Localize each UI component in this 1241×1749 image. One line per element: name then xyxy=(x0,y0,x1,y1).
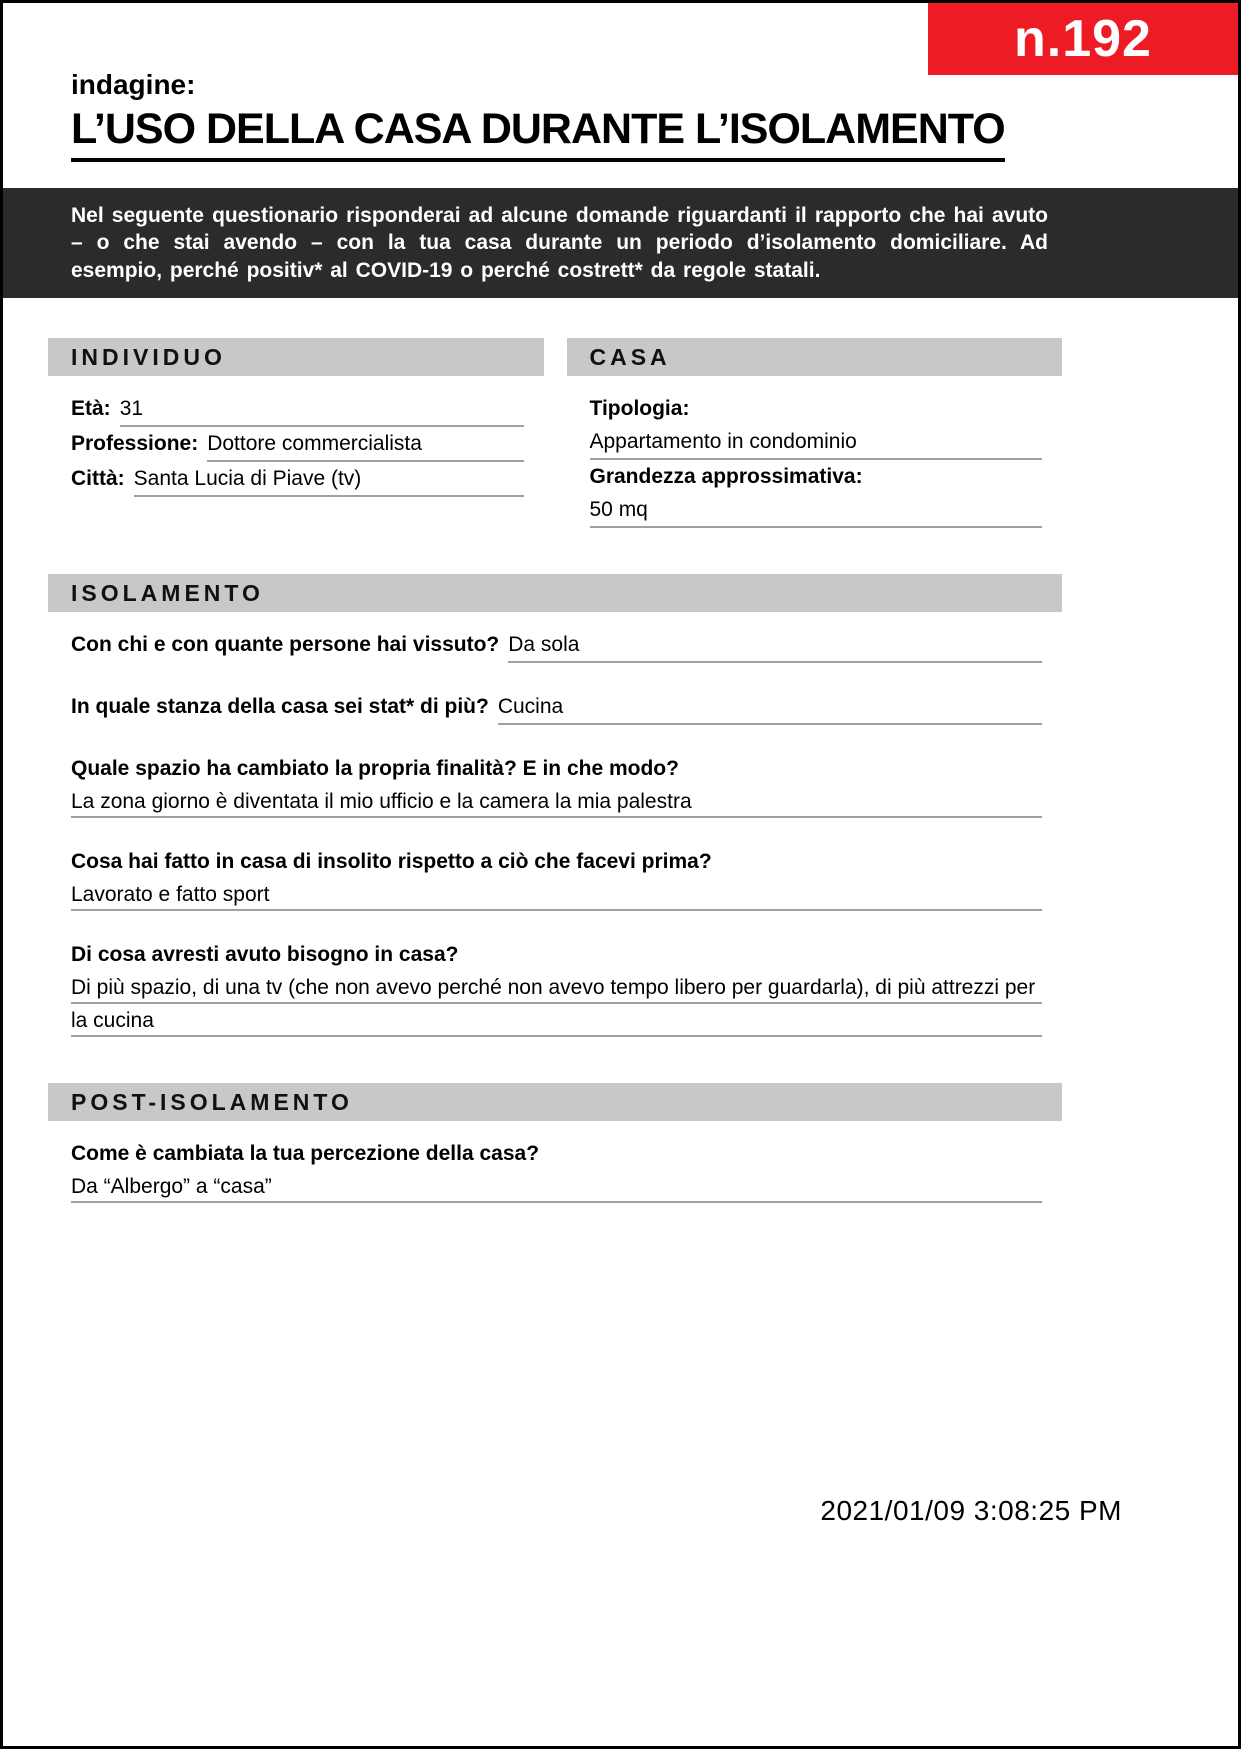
section-header-individuo: INDIVIDUO xyxy=(48,338,544,376)
intro-band xyxy=(3,188,1238,299)
field-professione xyxy=(71,427,524,462)
section-casa xyxy=(590,338,1043,528)
qa-item-insolito xyxy=(71,845,1042,911)
field-tipologia xyxy=(590,392,1043,460)
survey-number: n.192 xyxy=(1014,10,1152,68)
field-label-citta: Città: xyxy=(71,467,125,491)
field-value-citta: Santa Lucia di Piave (tv) xyxy=(134,462,524,497)
qa-item-vissuto xyxy=(71,628,1042,663)
intro-text: Nel seguente questionario risponderai ad alcune domande riguardanti il rapporto che hai avuto – o che stai avendo – con la tua casa durante un periodo d’isolamento domiciliare. Ad esempio, perché positiv* al COVID-19 o perché costrett* da regole statali. xyxy=(71,203,1048,282)
field-label-eta: Età: xyxy=(71,397,111,421)
qa-item-percezione xyxy=(71,1137,1042,1203)
individuo-casa-row xyxy=(71,338,1042,528)
field-eta xyxy=(71,392,524,427)
section-header-post-isolamento: POST-ISOLAMENTO xyxy=(48,1083,1062,1121)
field-value-professione: Dottore commercialista xyxy=(207,427,523,462)
answer-insolito: Lavorato e fatto sport xyxy=(71,878,1042,911)
field-value-eta: 31 xyxy=(120,392,524,427)
survey-kicker: indagine: xyxy=(71,69,196,100)
section-post-isolamento xyxy=(71,1083,1042,1203)
field-value-tipologia: Appartamento in condominio xyxy=(590,425,1043,460)
section-header-isolamento: ISOLAMENTO xyxy=(48,574,1062,612)
question-vissuto: Con chi e con quante persone hai vissuto? xyxy=(71,633,500,657)
page-title xyxy=(71,105,1042,161)
answer-stanza: Cucina xyxy=(498,690,1042,725)
answer-spazio: La zona giorno è diventata il mio ufficio e la camera la mia palestra xyxy=(71,785,1042,818)
question-stanza: In quale stanza della casa sei stat* di più? xyxy=(71,695,489,719)
qa-item-bisogno xyxy=(71,938,1042,1037)
page-content xyxy=(3,3,1238,1203)
question-percezione: Come è cambiata la tua percezione della casa? xyxy=(71,1142,540,1166)
answer-bisogno: Di più spazio, di una tv (che non avevo perché non avevo tempo libero per guardarla), di più attrezzi per la cucina xyxy=(71,971,1042,1037)
section-header-casa: CASA xyxy=(567,338,1063,376)
field-label-tipologia: Tipologia: xyxy=(589,397,690,421)
answer-vissuto: Da sola xyxy=(508,628,1042,663)
section-individuo xyxy=(71,338,524,528)
answer-percezione: Da “Albergo” a “casa” xyxy=(71,1170,1042,1203)
survey-number-badge xyxy=(928,3,1238,75)
page-title-text: L’USO DELLA CASA DURANTE L’ISOLAMENTO xyxy=(71,105,1005,161)
field-value-grandezza: 50 mq xyxy=(590,493,1043,528)
field-label-professione: Professione: xyxy=(71,432,199,456)
timestamp: 2021/01/09 3:08:25 PM xyxy=(820,1495,1122,1526)
field-label-grandezza: Grandezza approssimativa: xyxy=(589,465,863,489)
field-citta xyxy=(71,462,524,497)
question-bisogno: Di cosa avresti avuto bisogno in casa? xyxy=(71,943,459,967)
section-isolamento xyxy=(71,574,1042,1037)
qa-item-stanza xyxy=(71,690,1042,725)
qa-item-spazio xyxy=(71,752,1042,818)
field-grandezza xyxy=(590,460,1043,528)
question-insolito: Cosa hai fatto in casa di insolito rispetto a ciò che facevi prima? xyxy=(71,850,712,874)
question-spazio: Quale spazio ha cambiato la propria finalità? E in che modo? xyxy=(71,757,679,781)
